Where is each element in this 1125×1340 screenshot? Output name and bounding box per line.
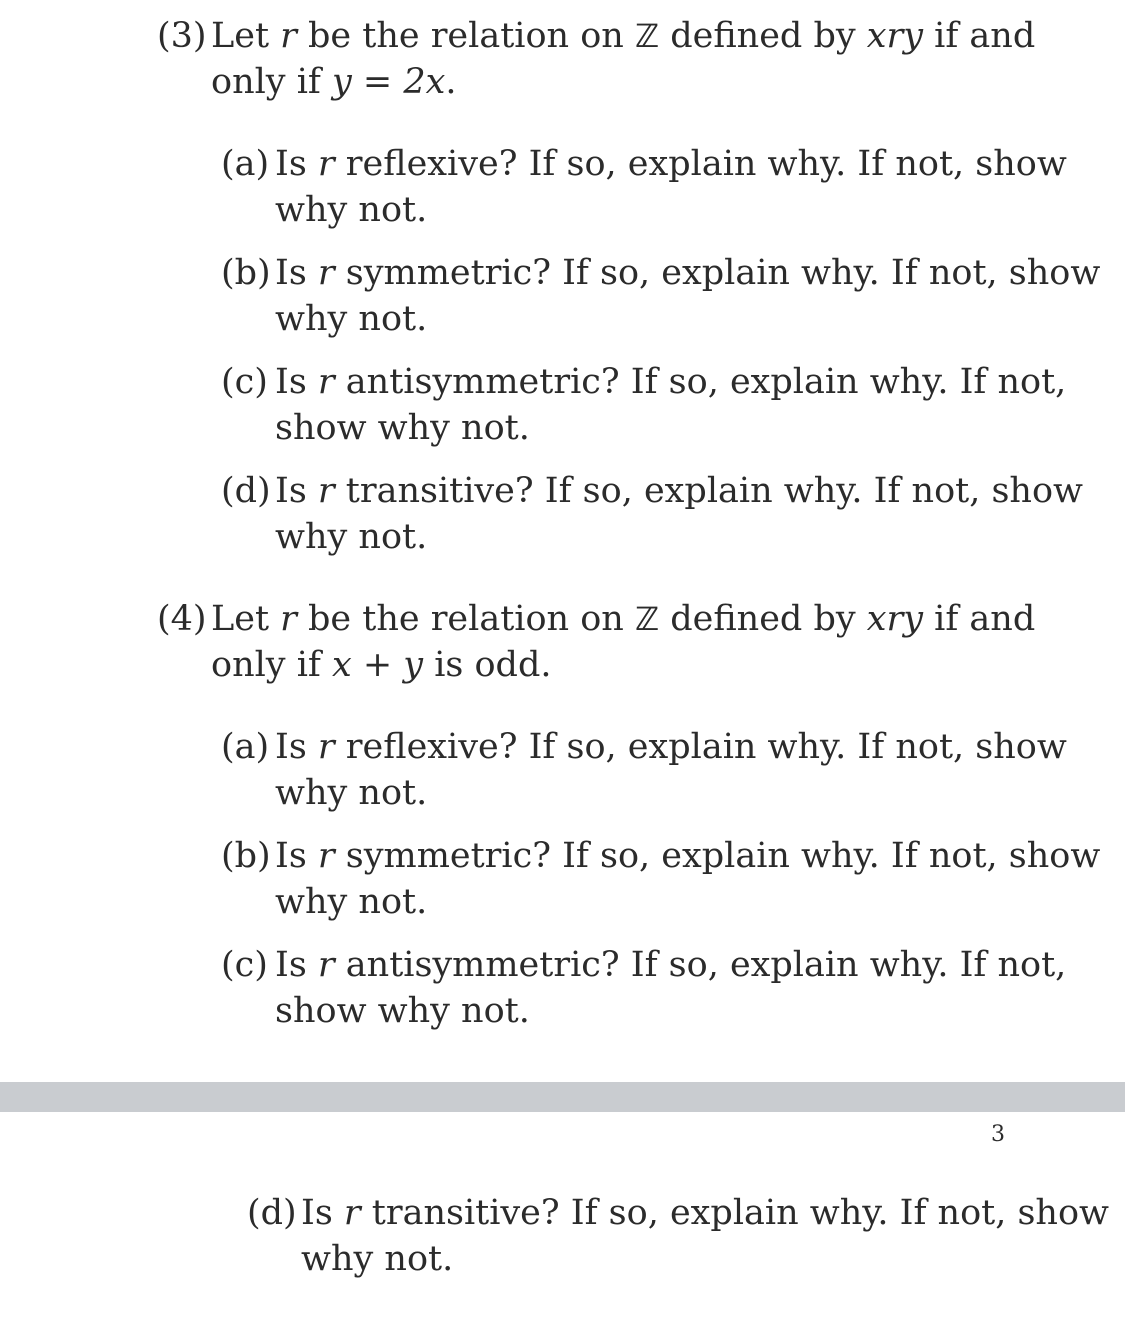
problem-number: (3) bbox=[157, 16, 207, 56]
problem-3-line-1: Let r be the relation on ℤ defined by xry if and bbox=[211, 16, 1036, 56]
problem-3 bbox=[157, 13, 1036, 105]
problem-4 bbox=[157, 596, 1036, 688]
problem-4-part-d: (d) Is r transitive? If so, explain why. If not, show why not. bbox=[247, 1190, 1007, 1282]
problem-3-part-d: (d) Is r transitive? If so, explain why. If not, show why not. bbox=[221, 468, 981, 560]
problem-3-line-2: only if y = 2x. bbox=[211, 62, 457, 102]
part-label: (a) bbox=[221, 727, 270, 767]
part-label: (c) bbox=[221, 945, 268, 985]
part-label: (b) bbox=[221, 253, 271, 293]
part-label: (d) bbox=[247, 1193, 297, 1233]
problem-3-part-c: (c) Is r antisymmetric? If so, explain why. If not, show why not. bbox=[221, 359, 981, 451]
part-label: (a) bbox=[221, 144, 270, 184]
page-number: 3 bbox=[991, 1122, 1005, 1147]
problem-number: (4) bbox=[157, 599, 207, 639]
problem-4-part-a: (a) Is r reflexive? If so, explain why. If not, show why not. bbox=[221, 724, 981, 816]
problem-4-part-b: (b) Is r symmetric? If so, explain why. If not, show why not. bbox=[221, 833, 981, 925]
page-separator bbox=[0, 1082, 1125, 1112]
problem-3-part-a: (a) Is r reflexive? If so, explain why. If not, show why not. bbox=[221, 141, 981, 233]
part-label: (b) bbox=[221, 836, 271, 876]
part-label: (c) bbox=[221, 362, 268, 402]
part-label: (d) bbox=[221, 471, 271, 511]
problem-3-part-b: (b) Is r symmetric? If so, explain why. If not, show why not. bbox=[221, 250, 981, 342]
problem-4-line-2: only if x + y is odd. bbox=[211, 645, 552, 685]
problem-4-part-c: (c) Is r antisymmetric? If so, explain why. If not, show why not. bbox=[221, 942, 981, 1034]
problem-4-line-1: Let r be the relation on ℤ defined by xry if and bbox=[211, 599, 1036, 639]
page-bottom bbox=[0, 1112, 1125, 1340]
